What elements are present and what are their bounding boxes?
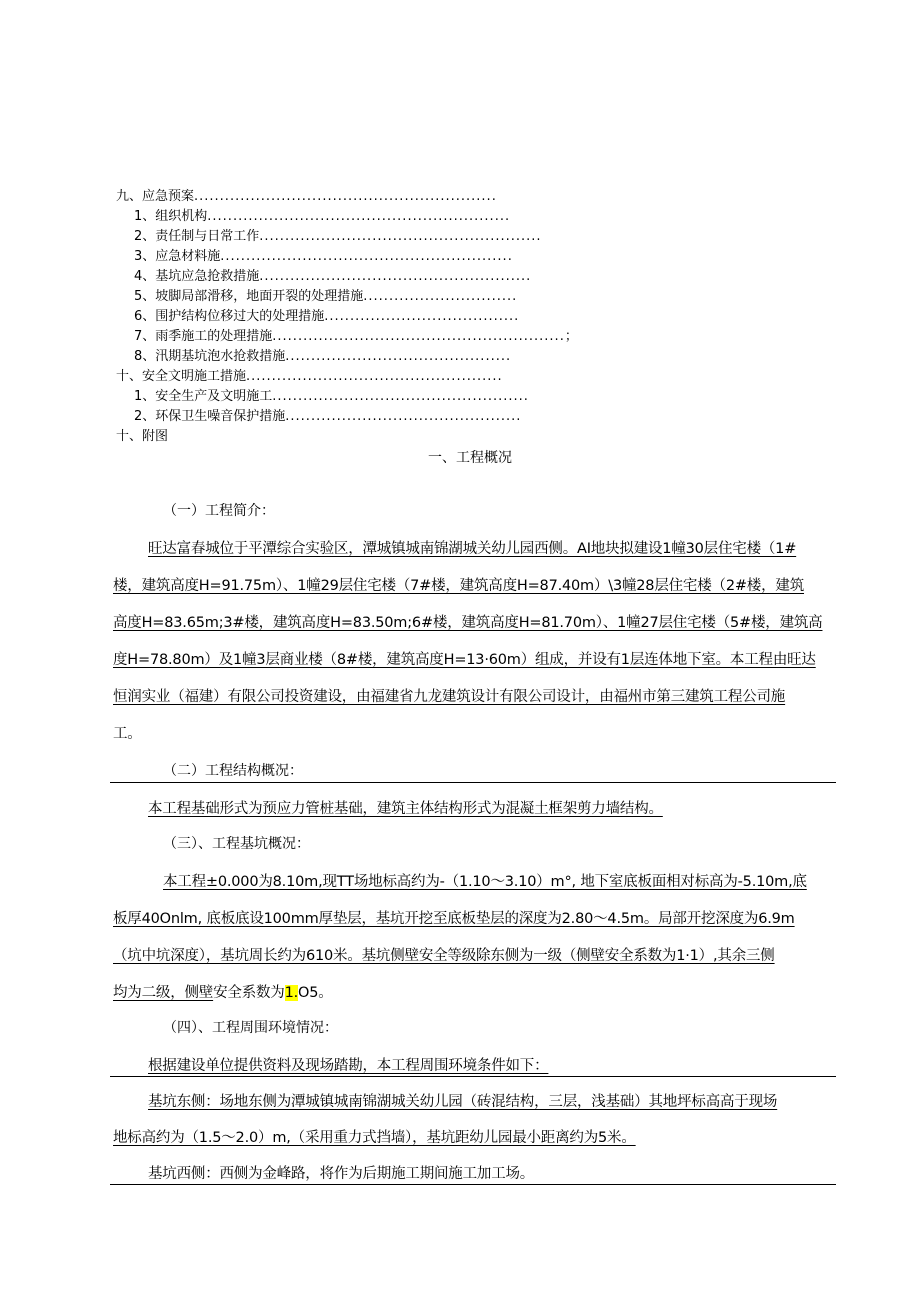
toc-entry[interactable] — [134, 287, 517, 307]
section-heading: （一）工程简介： — [163, 503, 275, 519]
underlined-text: 本工程±0.000为8.10m,现TT场地标高约为-（1.10～3.10）m°, 地下室底板面相对标高为-5.10m,底 — [163, 874, 807, 890]
underlined-text: 地标高约为（1.5～2.0）m,（采用重力式挡墙），基坑距幼儿园最小距离约为5米。 — [113, 1130, 636, 1146]
toc-entry[interactable] — [134, 347, 511, 367]
toc-entry[interactable] — [134, 227, 542, 247]
toc-dots: .............................. — [363, 289, 518, 304]
paragraph-line — [113, 944, 775, 965]
toc-entry-label: 九、应急预案 — [116, 189, 195, 204]
toc-entry-label: 7、雨季施工的处理措施 — [134, 329, 273, 344]
toc-entry[interactable] — [116, 427, 168, 447]
toc-entry[interactable] — [116, 367, 503, 387]
toc-entry-label: 4、基坑应急抢救措施 — [134, 269, 260, 284]
underlined-text: 度H=78.80m）及1幢3层商业楼（8#楼，建筑高度H=13·60m）组成，并设有1层连体地下室。本工程由旺达 — [113, 652, 816, 668]
toc-entry[interactable] — [134, 307, 519, 327]
underlined-text: 基坑东侧：场地东侧为潭城镇城南锦湖城关幼儿园（砖混结构，三层，浅基础）其地坪标高高于现场 — [148, 1094, 778, 1110]
toc-entry-label: 1、安全生产及文明施工 — [134, 389, 273, 404]
paragraph-line — [113, 685, 785, 706]
underlined-text: 均为二级，侧壁 — [113, 985, 214, 1001]
plain-text: O5。 — [298, 985, 333, 1001]
toc-entry-label: 8、汛期基坑泡水抢救措施 — [134, 349, 286, 364]
toc-entry[interactable] — [134, 407, 521, 427]
paragraph-line — [148, 1090, 777, 1111]
toc-entry-label: 5、坡脚局部滑移，地面开裂的处理措施 — [134, 289, 364, 304]
paragraph-line: 基坑西侧：西侧为金峰路，将作为后期施工期间施工加工场。 — [148, 1166, 535, 1182]
underlined-text: 本工程基础形式为预应力管桩基础，建筑主体结构形式为混凝土框架剪力墙结构。 — [148, 801, 663, 817]
toc-dots: ..................................................... — [259, 269, 532, 284]
paragraph-line: 工。 — [113, 726, 142, 742]
toc-entry[interactable] — [134, 207, 510, 227]
divider — [110, 1076, 836, 1077]
paragraph-line — [113, 907, 795, 928]
toc-dots: .............................................. — [285, 409, 522, 424]
toc-entry[interactable] — [134, 247, 513, 267]
toc-entry-label: 2、环保卫生噪音保护措施 — [134, 409, 286, 424]
toc-entry-label: 1、组织机构 — [134, 209, 208, 224]
toc-dots: .................................................. — [246, 369, 503, 384]
toc-entry[interactable] — [134, 267, 531, 287]
paragraph-line — [113, 574, 804, 595]
toc-dots: ....................................................... — [259, 229, 542, 244]
paragraph-line — [113, 611, 822, 632]
paragraph-line — [148, 797, 663, 818]
toc-dots: ......................................................... — [220, 249, 513, 264]
paragraph-line — [113, 981, 333, 1002]
underlined-text: 旺达富春城位于平潭综合实验区，潭城镇城南锦湖城关幼儿园西侧。AI地块拟建设1幢30层住宅楼（1# — [148, 541, 797, 557]
underlined-text: 恒润实业（福建）有限公司投资建设，由福建省九龙建筑设计有限公司设计，由福州市第三建筑工程公司施 — [113, 689, 786, 705]
paragraph-line — [148, 537, 796, 558]
divider — [110, 1184, 836, 1185]
paragraph-line — [163, 870, 807, 891]
toc-dots: ......................................................... — [272, 329, 565, 344]
toc-entry-label: 2、责任制与日常工作 — [134, 229, 260, 244]
underlined-text: 板厚40Onlm, 底板底设100mm厚垫层，基坑开挖至底板垫层的深度为2.80～4.5m。局部开挖深度为6.9m — [113, 911, 795, 927]
paragraph-line — [113, 1126, 636, 1147]
underlined-text: 根据建设单位提供资料及现场踏勘，本工程周围环境条件如下： — [148, 1058, 549, 1074]
toc-entry[interactable] — [116, 187, 497, 207]
section-heading: （二）工程结构概况： — [163, 763, 303, 779]
toc-entry-label: 十、附图 — [116, 429, 169, 444]
toc-entry-label: 3、应急材料施 — [134, 249, 221, 264]
toc-dots: ............................................ — [285, 349, 512, 364]
plain-text: 安全系数为 — [213, 985, 285, 1001]
toc-entry-tail: ； — [564, 329, 578, 344]
toc-dots: ...................................... — [324, 309, 520, 324]
paragraph-line — [113, 648, 816, 669]
underlined-text: 楼，建筑高度H=91.75m）、1幢29层住宅楼（7#楼，建筑高度H=87.40m）\3幢28层住宅楼（2#楼，建筑 — [113, 578, 805, 594]
underlined-text: 高度H=83.65m;3#楼，建筑高度H=83.50m;6#楼，建筑高度H=81.70m）、1幢27层住宅楼（5#楼，建筑高 — [113, 615, 823, 631]
toc-entry[interactable] — [134, 327, 578, 347]
section-heading: （四）、工程周围环境情况： — [163, 1020, 338, 1036]
paragraph-line — [148, 1054, 548, 1075]
toc-dots: ........................................................... — [207, 209, 511, 224]
toc-dots: .................................................. — [272, 389, 529, 404]
highlighted-text: 1. — [284, 985, 299, 1001]
toc-entry[interactable] — [134, 387, 529, 407]
underlined-text: （坑中坑深度），基坑周长约为610米。基坑侧壁安全等级除东侧为一级（侧壁安全系数为1·1）,其余三侧 — [113, 948, 775, 964]
toc-entry-label: 十、安全文明施工措施 — [116, 369, 247, 384]
toc-dots: ........................................................... — [194, 189, 497, 204]
chapter-title: 一、工程概况 — [428, 450, 512, 466]
divider — [110, 782, 836, 783]
toc-entry-label: 6、围护结构位移过大的处理措施 — [134, 309, 325, 324]
section-heading: （三）、工程基坑概况： — [163, 836, 310, 852]
